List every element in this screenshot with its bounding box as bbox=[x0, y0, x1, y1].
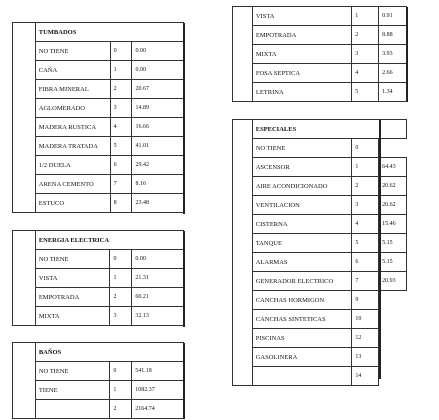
row-value: 1082.37 bbox=[132, 381, 184, 400]
row-label: MADERA RUSTICA bbox=[35, 118, 110, 137]
row-label: VISTA bbox=[252, 7, 351, 26]
row-label: MIXTA bbox=[252, 45, 351, 64]
table-row bbox=[233, 7, 407, 26]
row-index: 7 bbox=[352, 272, 379, 291]
sanitarias-table bbox=[232, 6, 407, 102]
row-label: ALARMAS bbox=[252, 253, 352, 272]
table-row bbox=[233, 83, 407, 102]
row-value: 20.62 bbox=[379, 196, 407, 215]
row-index: 8 bbox=[110, 194, 132, 213]
table-row bbox=[13, 118, 184, 137]
table-row bbox=[13, 137, 184, 156]
table-row bbox=[13, 156, 184, 175]
row-label: EMPOTRADA bbox=[252, 26, 351, 45]
row-label: ARENA CEMENTO bbox=[35, 175, 110, 194]
table-row bbox=[13, 250, 184, 269]
row-label: VISTA bbox=[35, 269, 110, 288]
row-index: 10 bbox=[352, 310, 379, 329]
row-value: 5.15 bbox=[379, 253, 407, 272]
row-label: 1/2 DUELA bbox=[35, 156, 110, 175]
row-label: LETRINA bbox=[252, 83, 351, 102]
row-index: 5 bbox=[110, 137, 132, 156]
row-index: 4 bbox=[352, 215, 379, 234]
table-shadow bbox=[183, 231, 185, 327]
row-index: 1 bbox=[352, 158, 379, 177]
table-row bbox=[233, 64, 407, 83]
row-value: 29.42 bbox=[132, 156, 184, 175]
row-index: 1 bbox=[110, 61, 132, 80]
row-index: 5 bbox=[352, 83, 379, 102]
row-value: 8.16 bbox=[132, 175, 184, 194]
row-value: 0.91 bbox=[379, 7, 407, 26]
row-label: NO TIENE bbox=[35, 250, 110, 269]
row-value: 8.88 bbox=[379, 26, 407, 45]
table-row bbox=[13, 61, 184, 80]
row-index: 2 bbox=[352, 177, 379, 196]
row-value: 20.62 bbox=[379, 177, 407, 196]
row-label: CANCHAS HORMIGON bbox=[252, 291, 352, 310]
banos-title: BAÑOS bbox=[35, 343, 183, 362]
row-index: 12 bbox=[352, 329, 379, 348]
row-label: AGLOMERADO bbox=[35, 99, 110, 118]
energia-electrica-table bbox=[12, 230, 184, 326]
table-shadow bbox=[183, 23, 185, 214]
row-value: 20.67 bbox=[132, 80, 184, 99]
row-value bbox=[379, 367, 407, 386]
table-row bbox=[233, 45, 407, 64]
row-index: 3 bbox=[110, 307, 132, 326]
row-value: 5.15 bbox=[379, 234, 407, 253]
row-value: 32.13 bbox=[132, 307, 184, 326]
row-value: 541.18 bbox=[132, 362, 184, 381]
table-row bbox=[13, 194, 184, 213]
row-index: 1 bbox=[352, 7, 379, 26]
table-row bbox=[13, 42, 184, 61]
table-header-row bbox=[13, 343, 184, 362]
table-header-row bbox=[13, 23, 184, 42]
row-value: 0.00 bbox=[132, 250, 184, 269]
tumbados-title: TUMBADOS bbox=[35, 23, 183, 42]
row-label: VENTILACION bbox=[252, 196, 352, 215]
row-index: 3 bbox=[352, 196, 379, 215]
row-value: 23.48 bbox=[132, 194, 184, 213]
row-label: NO TIENE bbox=[252, 139, 352, 158]
row-value: 1.34 bbox=[379, 83, 407, 102]
table-row bbox=[13, 80, 184, 99]
row-value: 2164.74 bbox=[132, 400, 184, 419]
row-label: TIENE bbox=[35, 381, 110, 400]
row-index: 0 bbox=[352, 139, 379, 158]
row-value: 2.66 bbox=[379, 64, 407, 83]
row-value bbox=[379, 291, 407, 310]
row-value bbox=[379, 329, 407, 348]
row-index: 4 bbox=[110, 118, 132, 137]
table-row bbox=[13, 99, 184, 118]
row-index: 5 bbox=[352, 234, 379, 253]
row-value: 21.31 bbox=[132, 269, 184, 288]
table-row bbox=[13, 381, 184, 400]
row-label: CAÑA bbox=[35, 61, 110, 80]
row-index: 3 bbox=[110, 99, 132, 118]
row-index: 6 bbox=[352, 253, 379, 272]
row-index: 13 bbox=[352, 348, 379, 367]
row-value: 60.21 bbox=[132, 288, 184, 307]
row-label: PISCINAS bbox=[252, 329, 352, 348]
row-label: GASOLINERA bbox=[252, 348, 352, 367]
row-index: 3 bbox=[352, 45, 379, 64]
table-row bbox=[233, 26, 407, 45]
row-value: 64.43 bbox=[379, 158, 407, 177]
row-value bbox=[379, 139, 407, 158]
row-index: 2 bbox=[110, 400, 132, 419]
row-value: 14.89 bbox=[132, 99, 184, 118]
row-value: 16.66 bbox=[132, 118, 184, 137]
row-label: FIBRA MINERAL bbox=[35, 80, 110, 99]
row-index: 7 bbox=[110, 175, 132, 194]
table-shadow bbox=[183, 343, 185, 419]
row-value: 3.93 bbox=[379, 45, 407, 64]
row-label: NO TIENE bbox=[35, 42, 110, 61]
row-index: 1 bbox=[110, 269, 132, 288]
table-shadow bbox=[406, 7, 408, 102]
row-index: 14 bbox=[352, 367, 379, 386]
especiales-title: ESPECIALES bbox=[252, 120, 406, 139]
row-index: 2 bbox=[352, 26, 379, 45]
table-row bbox=[13, 307, 184, 326]
row-index: 0 bbox=[110, 42, 132, 61]
row-value: 0.00 bbox=[132, 42, 184, 61]
table-row bbox=[13, 269, 184, 288]
table-row bbox=[13, 175, 184, 194]
row-label bbox=[35, 400, 110, 419]
row-label: CISTERNA bbox=[252, 215, 352, 234]
energia-title: ENERGIA ELECTRICA bbox=[35, 231, 183, 250]
row-value bbox=[379, 348, 407, 367]
row-label: CANCHAS SINTETICAS bbox=[252, 310, 352, 329]
table-row bbox=[13, 288, 184, 307]
row-index: 2 bbox=[110, 80, 132, 99]
row-label: NO TIENE bbox=[35, 362, 110, 381]
row-index: 4 bbox=[352, 64, 379, 83]
row-label: EMPOTRADA bbox=[35, 288, 110, 307]
row-value: 41.01 bbox=[132, 137, 184, 156]
row-label: MIXTA bbox=[35, 307, 110, 326]
row-value: 15.46 bbox=[379, 215, 407, 234]
row-value bbox=[379, 310, 407, 329]
row-value: 20.93 bbox=[379, 272, 407, 291]
row-label bbox=[252, 367, 352, 386]
row-index: 0 bbox=[110, 362, 132, 381]
row-index: 1 bbox=[110, 381, 132, 400]
row-label: ESTUCO bbox=[35, 194, 110, 213]
row-index: 6 bbox=[110, 156, 132, 175]
tumbados-table bbox=[12, 22, 184, 213]
row-label: MADERA TRATADA bbox=[35, 137, 110, 156]
row-index: 2 bbox=[110, 288, 132, 307]
table-shadow bbox=[379, 120, 381, 379]
row-index: 9 bbox=[352, 291, 379, 310]
row-label: FOSA SEPTICA bbox=[252, 64, 351, 83]
table-header-row bbox=[13, 231, 184, 250]
row-label: ASCENSOR bbox=[252, 158, 352, 177]
row-value: 0.00 bbox=[132, 61, 184, 80]
row-label: TANQUE bbox=[252, 234, 352, 253]
row-label: GENERADOR ELECTRICO bbox=[252, 272, 352, 291]
row-label: AIRE ACONDICIONADO bbox=[252, 177, 352, 196]
banos-table bbox=[12, 342, 184, 419]
table-row bbox=[13, 362, 184, 381]
row-index: 0 bbox=[110, 250, 132, 269]
table-row bbox=[13, 400, 184, 419]
